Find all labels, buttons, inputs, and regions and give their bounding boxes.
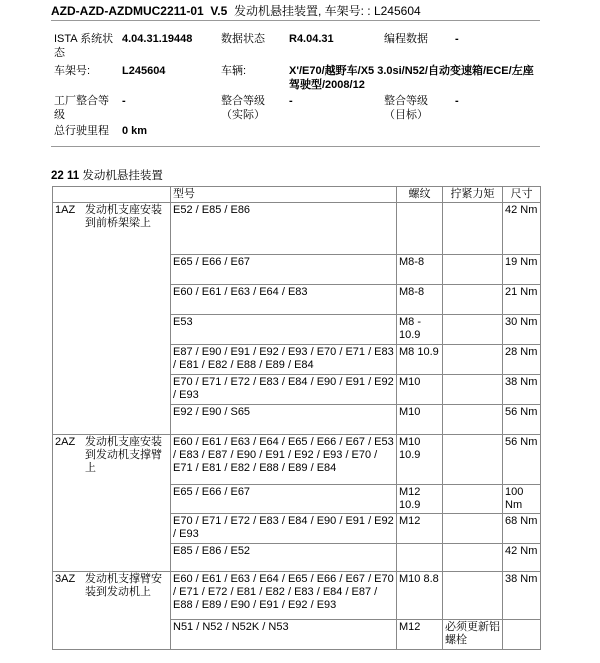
vehicle-label: 车辆: bbox=[221, 65, 247, 77]
torque-cell bbox=[443, 285, 503, 315]
model-cell: E53 bbox=[171, 315, 397, 345]
data-status-value: R4.04.31 bbox=[289, 33, 334, 45]
position-cell bbox=[53, 572, 171, 650]
torque-cell bbox=[443, 572, 503, 620]
actual-level-value: - bbox=[289, 95, 293, 107]
mileage-label: 总行驶里程 bbox=[54, 125, 109, 137]
size-cell: 68 Nm bbox=[503, 514, 541, 544]
doc-version: V.5 bbox=[210, 4, 228, 18]
actual-level-label: 整合等级（实际） bbox=[221, 95, 265, 121]
size-cell: 28 Nm bbox=[503, 345, 541, 375]
thread-cell: M10 8.8 bbox=[397, 572, 443, 620]
model-cell: E60 / E61 / E63 / E64 / E65 / E66 / E67 / E53 / E83 / E87 / E90 / E91 / E92 / E93 / E70 / E71 / E81 / E82 / E88 / E89 / E84 bbox=[171, 435, 397, 485]
torque-cell bbox=[443, 255, 503, 285]
prog-data-label: 编程数据 bbox=[384, 33, 428, 45]
size-cell: 38 Nm bbox=[503, 375, 541, 405]
info-divider bbox=[51, 146, 540, 147]
size-cell: 30 Nm bbox=[503, 315, 541, 345]
position-code: 1AZ bbox=[55, 204, 76, 216]
torque-cell: 必须更新铝螺栓 bbox=[443, 620, 503, 650]
position-cell bbox=[53, 435, 171, 572]
size-cell: 42 Nm bbox=[503, 203, 541, 255]
thread-cell: M8 10.9 bbox=[397, 345, 443, 375]
thread-cell: M8-8 bbox=[397, 255, 443, 285]
position-cell bbox=[53, 203, 171, 435]
torque-cell bbox=[443, 375, 503, 405]
size-cell: 100 Nm bbox=[503, 485, 541, 514]
target-level-label: 整合等级（目标） bbox=[384, 95, 428, 121]
position-code: 2AZ bbox=[55, 436, 76, 448]
table-row bbox=[53, 435, 541, 485]
prog-data-value: - bbox=[455, 33, 459, 45]
ista-label: ISTA 系统状态 bbox=[54, 33, 114, 59]
factory-level-label: 工厂整合等级 bbox=[54, 95, 109, 121]
torque-cell bbox=[443, 405, 503, 435]
vin-label: 车架号: bbox=[54, 65, 91, 77]
torque-cell bbox=[443, 315, 503, 345]
thread-cell: M10 bbox=[397, 405, 443, 435]
size-cell: 19 Nm bbox=[503, 255, 541, 285]
ista-value: 4.04.31.19448 bbox=[122, 33, 193, 45]
section-title: 发动机悬挂装置 bbox=[82, 170, 163, 182]
document-title bbox=[51, 2, 421, 19]
size-cell: 42 Nm bbox=[503, 544, 541, 572]
thread-cell: M12 10.9 bbox=[397, 485, 443, 514]
doc-heading: 发动机悬挂装置, 车架号: : L245604 bbox=[233, 4, 421, 18]
header-thread: 螺纹 bbox=[397, 187, 443, 203]
vin-value: L245604 bbox=[122, 65, 166, 77]
thread-cell: M10 10.9 bbox=[397, 435, 443, 485]
table-header-row bbox=[53, 187, 541, 203]
model-cell: E52 / E85 / E86 bbox=[171, 203, 397, 255]
model-cell: E65 / E66 / E67 bbox=[171, 255, 397, 285]
data-status-label: 数据状态 bbox=[221, 33, 265, 45]
table-body bbox=[53, 203, 541, 650]
target-level-value: - bbox=[455, 95, 459, 107]
header-torque: 拧紧力矩 bbox=[443, 187, 503, 203]
model-cell: E70 / E71 / E72 / E83 / E84 / E90 / E91 / E92 / E93 bbox=[171, 375, 397, 405]
model-cell: E87 / E90 / E91 / E92 / E93 / E70 / E71 / E83 / E81 / E82 / E88 / E89 / E84 bbox=[171, 345, 397, 375]
thread-cell: M8-8 bbox=[397, 285, 443, 315]
model-cell: E85 / E86 / E52 bbox=[171, 544, 397, 572]
title-divider bbox=[51, 20, 540, 21]
torque-cell bbox=[443, 203, 503, 255]
thread-cell: M12 bbox=[397, 620, 443, 650]
torque-cell bbox=[443, 544, 503, 572]
section-heading bbox=[51, 167, 163, 183]
size-cell: 56 Nm bbox=[503, 405, 541, 435]
thread-cell: M10 bbox=[397, 375, 443, 405]
torque-cell bbox=[443, 435, 503, 485]
position-description: 发动机支座安装到前桥架梁上 bbox=[85, 204, 162, 229]
model-cell: E70 / E71 / E72 / E83 / E84 / E90 / E91 / E92 / E93 bbox=[171, 514, 397, 544]
model-cell: E60 / E61 / E63 / E64 / E65 / E66 / E67 / E70 / E71 / E72 / E81 / E82 / E83 / E84 / E87 / E88 / E89 / E90 / E91 / E92 / E93 bbox=[171, 572, 397, 620]
position-code: 3AZ bbox=[55, 573, 76, 585]
position-description: 发动机支撑臂安装到发动机上 bbox=[85, 573, 162, 598]
model-cell: N51 / N52 / N52K / N53 bbox=[171, 620, 397, 650]
size-cell bbox=[503, 620, 541, 650]
table-row bbox=[53, 203, 541, 255]
mileage-value: 0 km bbox=[122, 125, 148, 137]
thread-cell bbox=[397, 203, 443, 255]
doc-id: AZD-AZD-AZDMUC2211-01 bbox=[51, 4, 204, 18]
header-size: 尺寸 bbox=[503, 187, 541, 203]
torque-cell bbox=[443, 485, 503, 514]
torque-spec-table bbox=[52, 186, 541, 650]
size-cell: 21 Nm bbox=[503, 285, 541, 315]
thread-cell bbox=[397, 544, 443, 572]
torque-cell bbox=[443, 514, 503, 544]
size-cell: 38 Nm bbox=[503, 572, 541, 620]
model-cell: E92 / E90 / S65 bbox=[171, 405, 397, 435]
vehicle-value: X'/E70/越野车/X5 3.0si/N52/自动变速箱/ECE/左座驾驶型/2008/12 bbox=[289, 65, 534, 91]
header-model: 型号 bbox=[171, 187, 397, 203]
thread-cell: M8 - 10.9 bbox=[397, 315, 443, 345]
header-position bbox=[53, 187, 171, 203]
model-cell: E60 / E61 / E63 / E64 / E83 bbox=[171, 285, 397, 315]
table-row bbox=[53, 572, 541, 620]
model-cell: E65 / E66 / E67 bbox=[171, 485, 397, 514]
thread-cell: M12 bbox=[397, 514, 443, 544]
section-number: 22 11 bbox=[51, 170, 80, 182]
factory-level-value: - bbox=[122, 95, 126, 107]
position-description: 发动机支座安装到发动机支撑臂上 bbox=[85, 436, 162, 474]
size-cell: 56 Nm bbox=[503, 435, 541, 485]
torque-cell bbox=[443, 345, 503, 375]
